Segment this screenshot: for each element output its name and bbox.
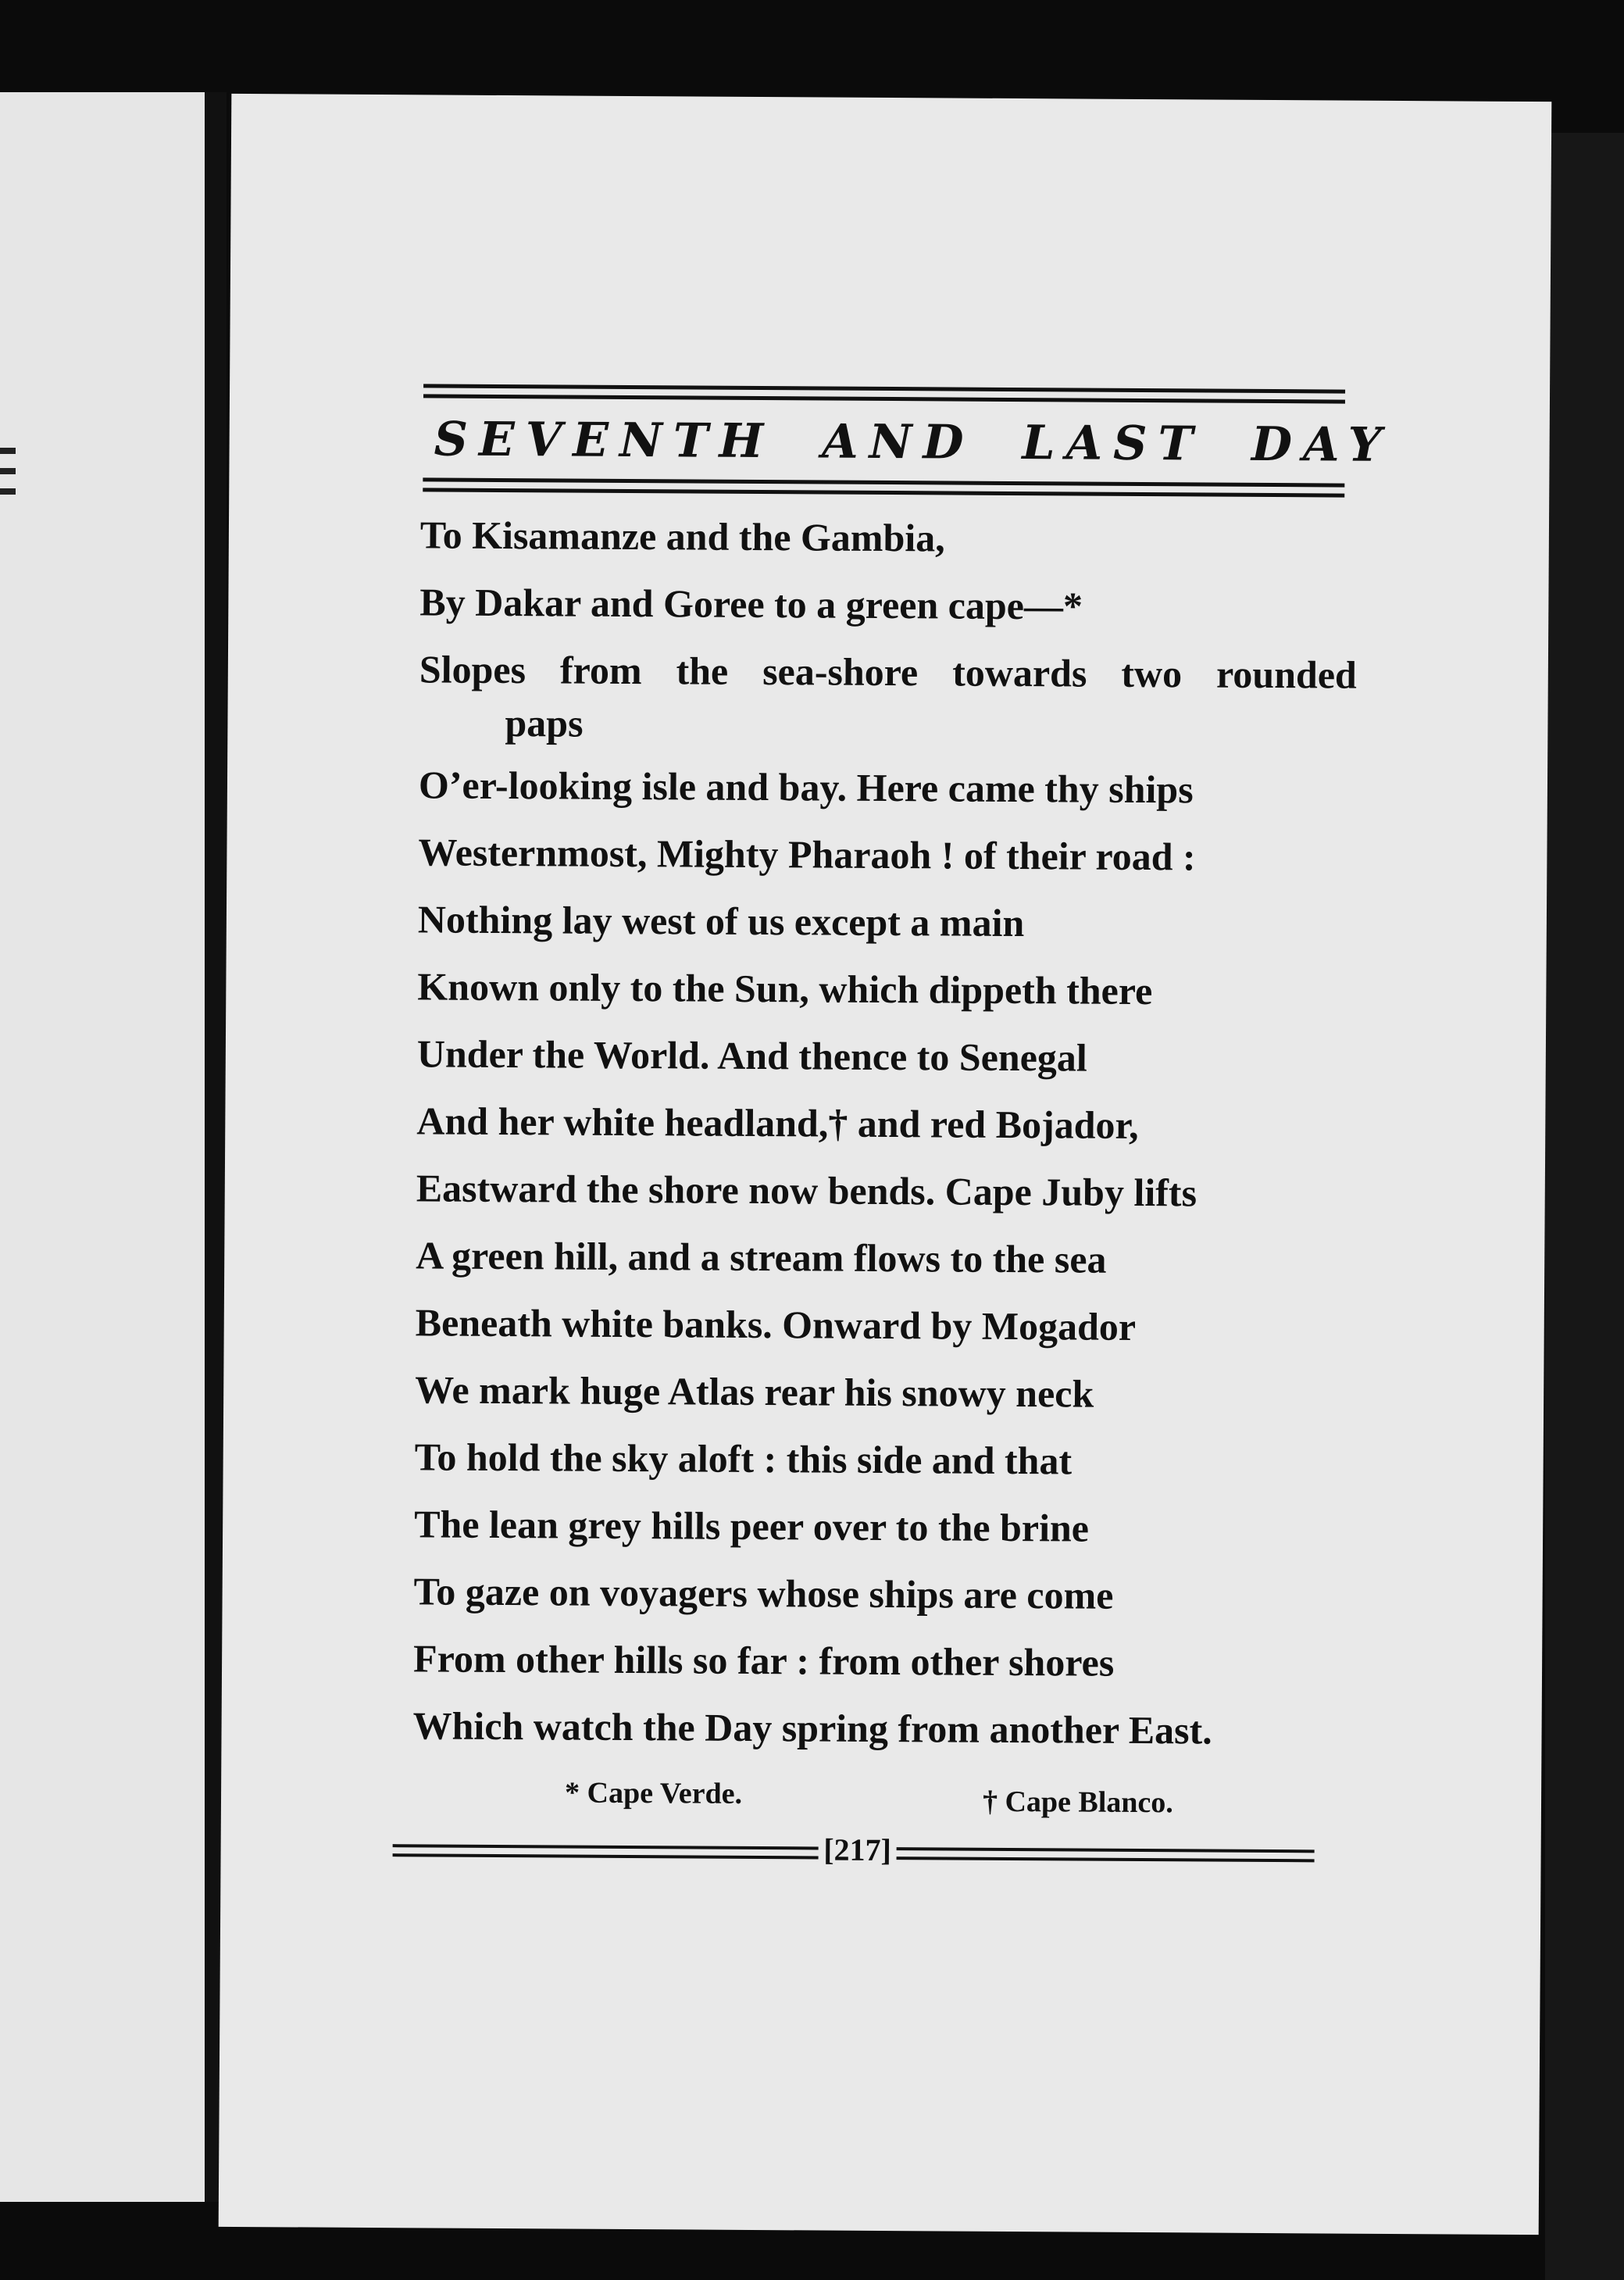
book-page bbox=[219, 94, 1552, 2235]
header-bottom-rule bbox=[423, 477, 1344, 497]
poem-line: We mark huge Atlas rear his snowy neck bbox=[415, 1367, 1094, 1416]
poem-line: To Kisamanze and the Gambia, bbox=[419, 513, 945, 560]
poem-line: Which watch the Day spring from another East. bbox=[412, 1703, 1212, 1753]
header-top-rule bbox=[423, 384, 1345, 403]
page-number: [217] bbox=[823, 1832, 892, 1868]
poem-line: Westernmost, Mighty Pharaoh ! of their road : bbox=[418, 830, 1196, 879]
poem-line: To gaze on voyagers whose ships are come bbox=[413, 1569, 1114, 1617]
poem-line: Nothing lay west of us except a main bbox=[417, 897, 1025, 945]
footnote-cape-verde: * Cape Verde. bbox=[564, 1776, 743, 1810]
footer-right-rule bbox=[897, 1847, 1315, 1862]
poem-line: Slopes from the sea-shore towards two rounded bbox=[419, 647, 1358, 697]
poem-line: O’er-looking isle and bay. Here came thy ships bbox=[418, 763, 1194, 812]
footnotes bbox=[564, 1776, 1268, 1820]
facing-page-edge bbox=[0, 92, 208, 2202]
poem-line: The lean grey hills peer over to the brine bbox=[414, 1502, 1090, 1550]
footnote-cape-blanco: † Cape Blanco. bbox=[982, 1785, 1174, 1820]
poem-line: To hold the sky aloft : this side and that bbox=[414, 1435, 1073, 1483]
page-header bbox=[423, 384, 1393, 497]
poem-line: By Dakar and Goree to a green cape—* bbox=[419, 580, 1083, 628]
poem-line: A green hill, and a stream flows to the sea bbox=[416, 1233, 1107, 1281]
footer-left-rule bbox=[393, 1844, 819, 1859]
poem-line-continuation: paps bbox=[505, 701, 584, 745]
poem-line: From other hills so far : from other shores bbox=[412, 1636, 1115, 1685]
running-head: SEVENTH AND LAST DAY bbox=[434, 412, 1393, 473]
poem-line: Known only to the Sun, which dippeth there bbox=[417, 964, 1153, 1013]
right-page-edge bbox=[1545, 133, 1624, 2280]
poem-line: And her white headland,† and red Bojador, bbox=[416, 1099, 1139, 1147]
poem-line: Eastward the shore now bends. Cape Juby lifts bbox=[416, 1166, 1197, 1215]
facing-page-text-fragments bbox=[0, 448, 47, 509]
poem-line: Beneath white banks. Onward by Mogador bbox=[415, 1300, 1137, 1349]
poem-text bbox=[412, 501, 1358, 1764]
page-footer bbox=[392, 1833, 1314, 1878]
poem-line: Under the World. And thence to Senegal bbox=[416, 1031, 1087, 1080]
